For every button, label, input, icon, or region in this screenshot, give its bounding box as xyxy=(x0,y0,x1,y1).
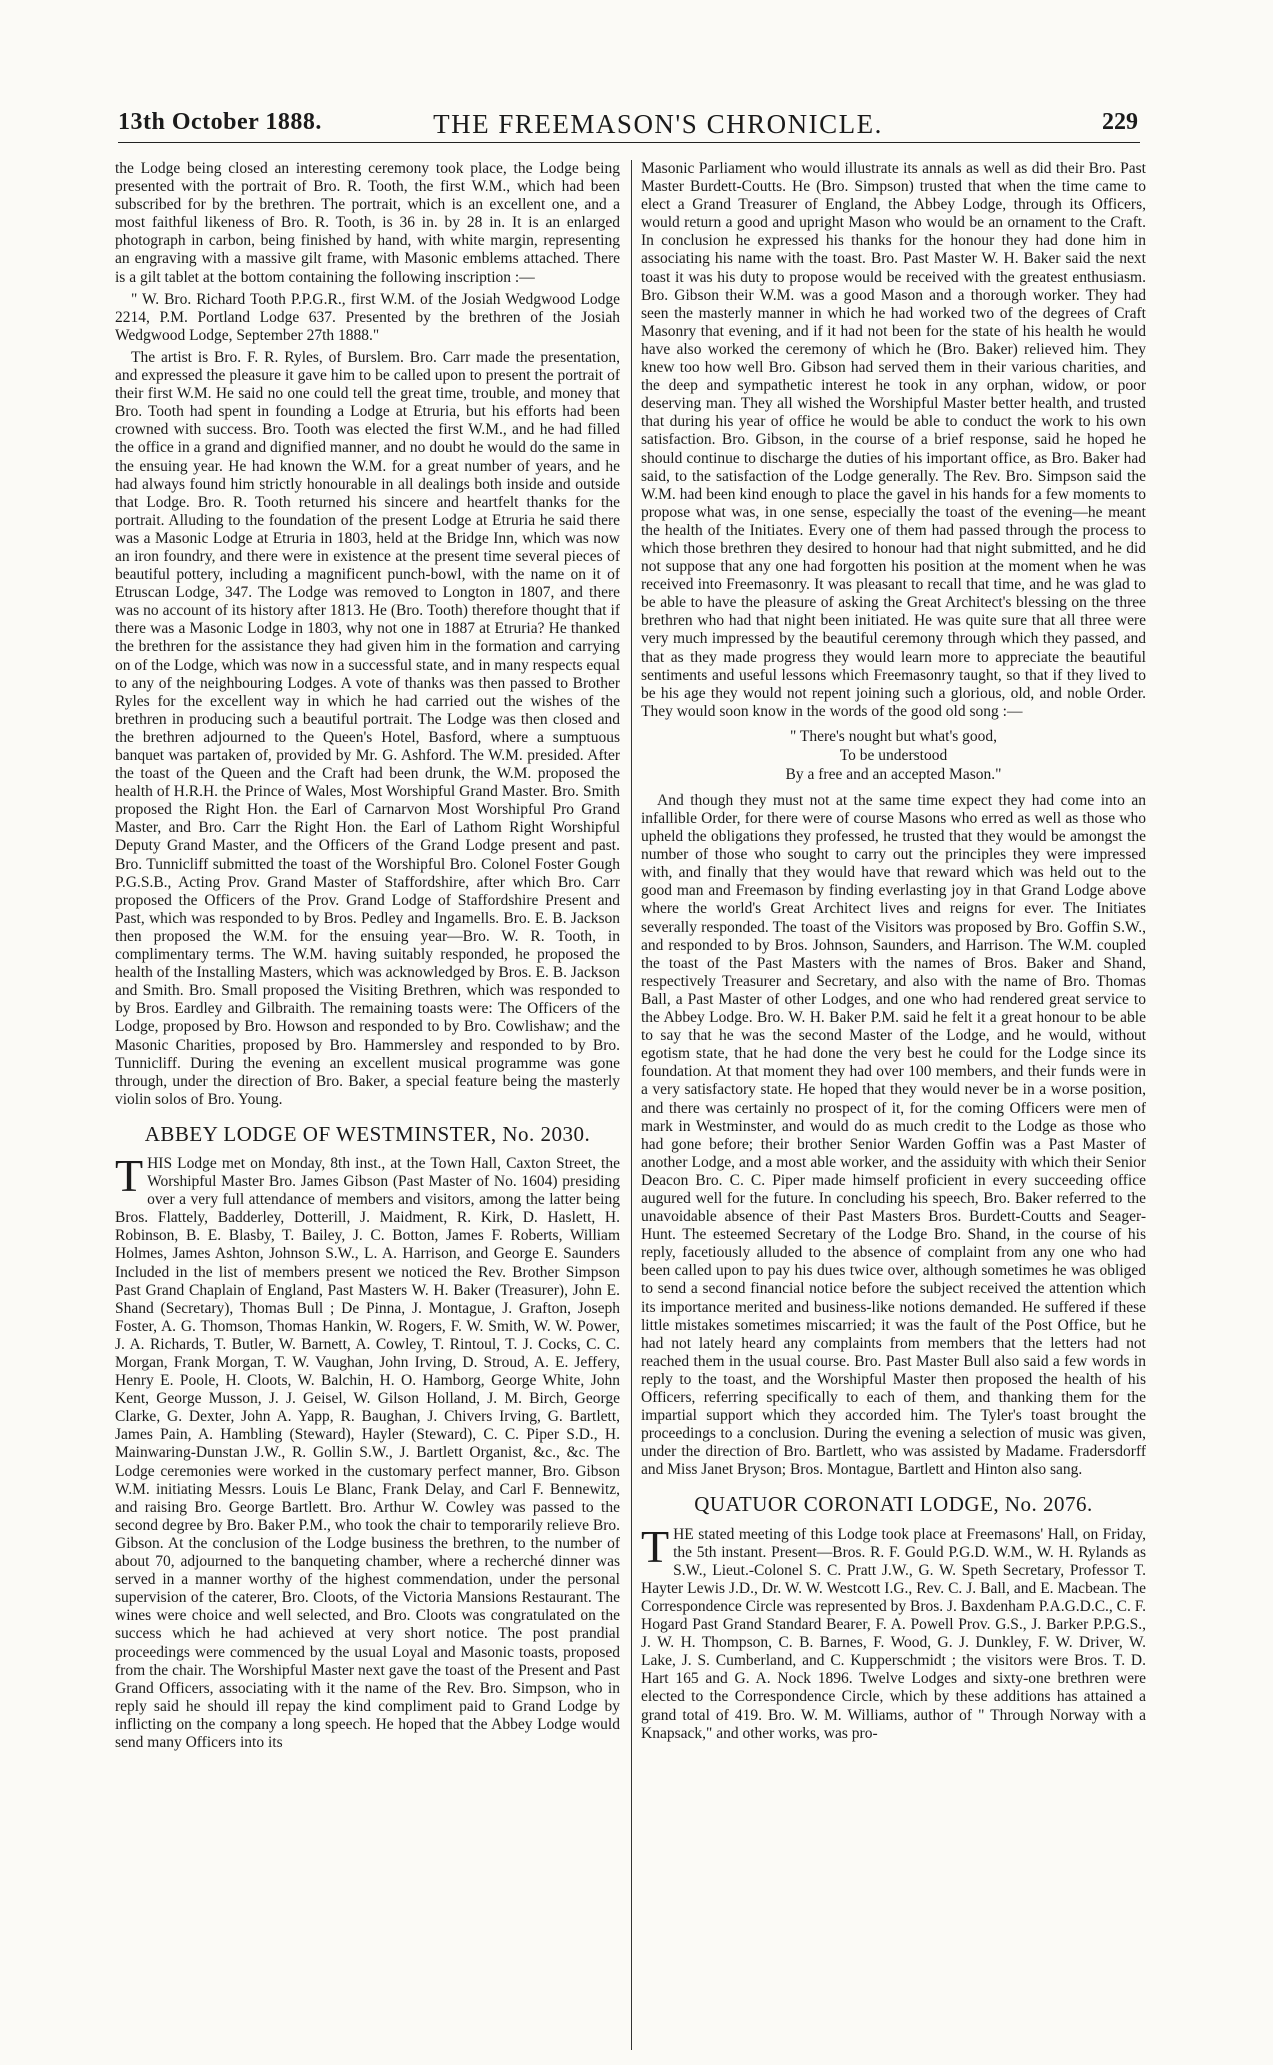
inscription: " W. Bro. Richard Tooth P.P.G.R., first W.M. of the Josiah Wedgwood Lodge 2214, P.M. Portland Lodge 637. Presented by the brethren of the Josiah Wedgwood Lodge, September 27th 1888." xyxy=(115,290,620,344)
paragraph: the Lodge being closed an interesting ceremony took place, the Lodge being presented with the portrait of Bro. R. Tooth, the first W.M., which had been subscribed for by the brethren. The portrait, which is an excellent one, and a most faithful likeness of Bro. R. Tooth, is 36 in. by 28 in. It is an enlarged photograph in carbon, being finished by hand, with white margin, representing an engraving with a massive gilt frame, with Masonic emblems attached. There is a gilt tablet at the bottom containing the following inscription :— xyxy=(115,160,620,286)
paragraph xyxy=(641,1520,1146,1743)
drop-cap: T xyxy=(641,1520,670,1572)
paragraph xyxy=(115,1149,620,1752)
poem-line: " There's nought but what's good, xyxy=(789,727,998,745)
paragraph: The artist is Bro. F. R. Ryles, of Burslem. Bro. Carr made the presentation, and expressed the pleasure it gave him to be called upon to present the portrait of their first W.M. He said no one could tell the great time, trouble, and money that Bro. Tooth had spent in founding a Lodge at Etruria, but his efforts had been crowned with success. Bro. Tooth was elected the first W.M., and he had filled the office in a grand and dignified manner, and no doubt he would do the same in the ensuing year. He had known the W.M. for a great number of years, and he had always found him strictly honourable in all dealings both inside and outside that Lodge. Bro. R. Tooth returned his sincere and heartfelt thanks for the portrait. Alluding to the foundation of the present Lodge at Etruria he said there was a Masonic Lodge at Etruria in 1803, held at the Bridge Inn, which was now an iron foundry, and there were in existence at the present time several pieces of beautiful pottery, including a magnificent punch-bowl, with the name on it of Etruscan Lodge, 347. The Lodge was removed to Longton in 1807, and there was no account of its history after 1813. He (Bro. Tooth) therefore thought that if there was a Masonic Lodge in 1803, why not one in 1887 at Etruria? He thanked the brethren for the assistance they had given him in the formation and carrying on of the Lodge, which was now in a successful state, and in many respects equal to any of the neighbouring Lodges. A vote of thanks was then passed to Brother Ryles for the excellent way in which he had carried out the wishes of the brethren in producing such a beautiful portrait. The Lodge was then closed and the brethren adjourned to the Queen's Hotel, Basford, where a sumptuous banquet was partaken of, provided by Mr. G. Ashford. The W.M. presided. After the toast of the Queen and the Craft had been drunk, the W.M. proposed the health of H.R.H. the Prince of Wales, Most Worshipful Grand Master. Bro. Smith proposed the Right Hon. the Earl of Carnarvon Most Worshipful Pro Grand Master, and Bro. Carr the Right Hon. the Earl of Lathom Right Worshipful Deputy Grand Master, and the Officers of the Grand Lodge present and past. Bro. Tunnicliff submitted the toast of the Worshipful Bro. Colonel Foster Gough P.G.S.B., Acting Prov. Grand Master of Staffordshire, after which Bro. Carr proposed the Officers of the Prov. Grand Lodge of Staffordshire Present and Past, which was responded to by Bros. Pedley and Ingamells. Bro. E. B. Jackson then proposed the W.M. for the ensuing year—Bro. W. R. Tooth, in complimentary terms. The W.M. having suitably responded, he proposed the health of the Installing Masters, which was acknowledged by Bros. E. B. Jackson and Smith. Bro. Small proposed the Visiting Brethren, which was responded to by Bros. Eardley and Gilbraith. The remaining toasts were: The Officers of the Lodge, proposed by Bro. Howson and responded to by Bro. Cowlishaw; and the Masonic Charities, proposed by Bro. Hammersley and responded to by Bro. Tunnicliff. During the evening an excellent musical programme was gone through, under the direction of Bro. Baker, a special feature being the masterly violin solos of Bro. Young. xyxy=(115,348,620,1108)
paragraph: And though they must not at the same time expect they had come into an infallible Order, for there were of course Masons who erred as well as those who upheld the obligations they professed, he trusted that they would be amongst the number of those who sought to carry out the principles they were impressed with, and finally that they would have that reward which was held out to the good man and Freemason by finding everlasting joy in that Grand Lodge above where the world's Great Architect lives and reigns for ever. The Initiates severally responded. The toast of the Visitors was proposed by Bro. Goffin S.W., and responded to by Bros. Johnson, Saunders, and Harrison. The W.M. coupled the toast of the Past Masters with the names of Bros. Baker and Shand, respectively Treasurer and Secretary, and also with the name of Bro. Thomas Ball, a Past Master of other Lodges, and one who had rendered great service to the Abbey Lodge. Bro. W. H. Baker P.M. said he felt it a great honour to be able to say that he was the second Master of the Lodge, and he would, without egotism state, that he had done the very best he could for the Lodge since its foundation. At that moment they had over 100 members, and their funds were in a very satisfactory state. He hoped that they would never be in a worse position, and there was certainly no prospect of it, for the coming Officers were men of mark in Westminster, and would do as much credit to the Lodge as those who had gone before; their brother Senior Warden Goffin was a Past Master of another Lodge, and a most able worker, and the assiduity with which their Senior Deacon Bro. C. C. Piper made himself proficient in every succeeding office augured well for the future. In concluding his speech, Bro. Baker referred to the unavoidable absence of their Past Masters Bros. Burdett-Coutts and Seager-Hunt. The esteemed Secretary of the Lodge Bro. Shand, in the course of his reply, facetiously alluded to the absence of complaint from any one who had been called upon to pay his dues twice over, although sometimes he was obliged to send a second financial notice before the subject received the attention which its importance merited and business-like notions demanded. He suffered if these little mistakes sometimes miscarried; it was the fault of the Post Office, but he had not lately heard any complaints from members that the letters had not reached them in the usual course. Bro. Past Master Bull also said a few words in reply to the toast, and the Worshipful Master then proposed the health of his Officers, referring specifically to each of them, and thanking them for the impartial support which they accorded him. The Tyler's toast brought the proceedings to a conclusion. During the evening a selection of music was given, under the direction of Bro. Bartlett, who was assisted by Madame. Fradersdorff and Miss Janet Bryson; Bros. Montague, Bartlett and Hinton also sang. xyxy=(641,791,1146,1479)
column-rule xyxy=(631,160,632,2050)
paragraph-text: HE stated meeting of this Lodge took place at Freemasons' Hall, on Friday, the 5th instant. Present—Bros. R. F. Gould P.G.D. W.M., W. H. Rylands as S.W., Lieut.-Colonel S. C. Pratt J.W., G. W. Speth Secretary, Professor T. Hayter Lewis J.D., Dr. W. W. Westcott I.G., Rev. C. J. Ball, and E. Macbean. The Correspondence Circle was represented by Bros. J. Baxdenham P.A.G.D.C., C. F. Hogard Past Grand Standard Bearer, F. A. Powell Prov. G.S., J. Barker P.P.G.S., J. W. H. Thompson, C. B. Barnes, F. Wood, G. J. Dunkley, F. W. Driver, W. Lake, J. S. Cumberland, and C. Kupperschmidt ; the visitors were Bros. T. D. Hart 165 and G. A. Nock 1896. Twelve Lodges and sixty-one brethren were elected to the Correspondence Circle, which by these additions has attained a grand total of 419. Bro. W. M. Williams, author of " Through Norway with a Knapsack," and other works, was pro- xyxy=(641,1525,1146,1742)
song-quote xyxy=(641,727,1146,784)
left-column xyxy=(115,160,620,2050)
publication-title: THE FREEMASON'S CHRONICLE. xyxy=(433,109,883,139)
paragraph-text: HIS Lodge met on Monday, 8th inst., at the Town Hall, Caxton Street, the Worshipful Master Bro. James Gibson (Past Master of No. 1604) presiding over a very full attendance of members and visitors, among the latter being Bros. Flattely, Badderley, Dotterill, J. Maidment, R. Kirk, D. Haslett, H. Robinson, B. E. Blasby, T. Bailey, J. C. Botton, James F. Roberts, William Holmes, James Ashton, Johnson S.W., L. A. Harrison, and George E. Saunders Included in the list of members present we noticed the Rev. Brother Simpson Past Grand Chaplain of England, Past Masters W. H. Baker (Treasurer), John E. Shand (Secretary), Thomas Bull ; De Pinna, J. Montague, J. Grafton, Joseph Foster, A. G. Thomson, Thomas Hankin, W. Rogers, F. W. Smith, W. W. Power, J. A. Richards, T. Butler, W. Barnett, A. Cowley, T. Rintoul, T. J. Cocks, C. C. Morgan, Frank Morgan, T. W. Vaughan, John Irving, D. Stroud, A. E. Jeffery, Henry E. Poole, H. Cloots, W. Balchin, H. O. Hamborg, George White, John Kent, George Musson, J. J. Geisel, W. Gilson Holland, J. M. Birch, George Clarke, G. Dexter, John A. Yapp, R. Baughan, J. Chivers Irving, G. Bartlett, James Pain, A. Hambling (Steward), Hayler (Steward), C. C. Piper S.D., H. Mainwaring-Dunstan J.W., R. Gollin S.W., J. Bartlett Organist, &c., &c. The Lodge ceremonies were worked in the customary perfect manner, Bro. Gibson W.M. initiating Messrs. Louis Le Blanc, Frank Delay, and Carl F. Bennewitz, and raising Bro. George Bartlett. Bro. Arthur W. Cowley was passed to the second degree by Bro. Baker P.M., who took the chair to temporarily relieve Bro. Gibson. At the conclusion of the Lodge business the brethren, to the number of about 70, adjourned to the banqueting chamber, where a recherché dinner was served in a manner worthy of the highest commendation, under the personal supervision of the caterer, Bro. Cloots, of the Victoria Mansions Restaurant. The wines were choice and well selected, and Bro. Cloots was congratulated on the success which he had achieved at very short notice. The post prandial proceedings were commenced by the usual Loyal and Masonic toasts, proposed from the chair. The Worshipful Master next gave the toast of the Present and Past Grand Officers, associating with it the name of the Rev. Bro. Simpson, who in reply said he should ill repay the kind compliment paid to Grand Lodge by inflicting on the company a long speech. He hoped that the Abbey Lodge would send many Officers into its xyxy=(115,1154,620,1751)
right-column xyxy=(641,160,1146,2050)
section-heading: ABBEY LODGE OF WESTMINSTER, No. 2030. xyxy=(144,1121,591,1146)
paragraph: Masonic Parliament who would illustrate its annals as well as did their Bro. Past Master Burdett-Coutts. He (Bro. Simpson) trusted that when the time came to elect a Grand Treasurer of England, the Abbey Lodge, through its Officers, would return a good and upright Mason who would be an ornament to the Craft. In conclusion he expressed his thanks for the honour they had done him in associating his name with the toast. Bro. Past Master W. H. Baker said the next toast it was his duty to propose would be received with the greatest enthusiasm. Bro. Gibson their W.M. was a good Mason and a thorough worker. They had seen the masterly manner in which he had worked two of the degrees of Craft Masonry that evening, and if it had not been for the state of his health he would have also worked the ceremony of which he (Bro. Baker) relieved him. They knew too how well Bro. Gibson had served them in their various charities, and the deep and sympathetic interest he took in any orphan, widow, or poor deserving man. They all wished the Worshipful Master better health, and trusted that during his year of office he would be able to conduct the work to his own satisfaction. Bro. Gibson, in the course of a brief response, said he hoped he should continue to discharge the duties of his important office, as Bro. Baker had said, to the satisfaction of the Lodge generally. The Rev. Bro. Simpson said the W.M. had been kind enough to place the gavel in his hands for a few moments to propose what was, in one sense, especially the toast of the evening—he meant the health of the Initiates. Every one of them had passed through the process to which those brethren they desired to honour had that night submitted, and he did not suppose that any one had forgotten his position at the moment when he was received into Freemasonry. It was pleasant to recall that time, and he was glad to be able to have the pleasure of asking the Great Architect's blessing on the three brethren who had that night been initiated. He was quite sure that all three were very much impressed by the beautiful ceremony through which they passed, and that as they made progress they would learn more to appreciate the beautiful sentiments and useful lessons which Freemasonry taught, so that if they lived to be his age they would not repent joining such a glorious, old, and noble Order. They would soon know in the words of the good old song :— xyxy=(641,160,1146,720)
poem-line: By a free and an accepted Mason." xyxy=(785,765,1002,783)
issue-date: 13th October 1888. xyxy=(118,109,322,135)
poem-line: To be understood xyxy=(839,746,948,764)
drop-cap: T xyxy=(115,1149,144,1201)
header-rule xyxy=(118,142,1140,143)
masthead xyxy=(118,107,1138,141)
section-heading: QUATUOR CORONATI LODGE, No. 2076. xyxy=(694,1492,1093,1517)
page-number: 229 xyxy=(1102,109,1138,135)
